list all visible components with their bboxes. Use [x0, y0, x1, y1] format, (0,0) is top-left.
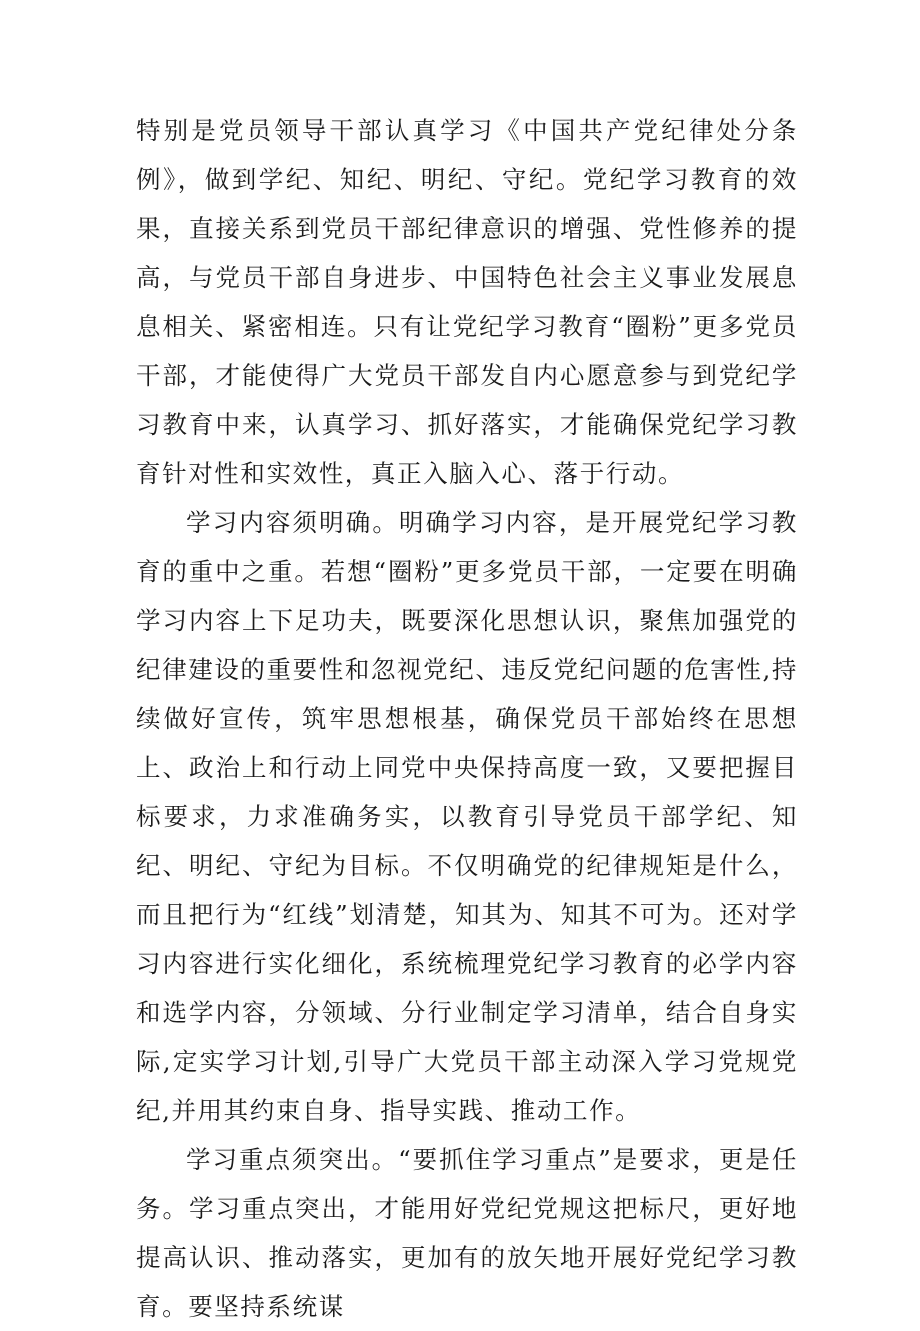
- document-body: [136, 106, 798, 1331]
- paragraph-learning-content: 学习内容须明确。明确学习内容，是开展党纪学习教育的重中之重。若想“圈粉”更多党员干部，一定要在明确学习内容上下足功夫，既要深化思想认识，聚焦加强党的纪律建设的重要性和忽视党纪、违反党纪问题的危害性,持续做好宣传，筑牢思想根基，确保党员干部始终在思想上、政治上和行动上同党中央保持高度一致，又要把握目标要求，力求准确务实，以教育引导党员干部学纪、知纪、明纪、守纪为目标。不仅明确党的纪律规矩是什么，而且把行为“红线”划清楚，知其为、知其不可为。还对学习内容进行实化细化，系统梳理党纪学习教育的必学内容和选学内容，分领域、分行业制定学习清单，结合自身实际,定实学习计划,引导广大党员干部主动深入学习党规党纪,并用其约束自身、指导实践、推动工作。: [136, 508, 798, 1125]
- paragraph-learning-focus: 学习重点须突出。“要抓住学习重点”是要求，更是任务。学习重点突出，才能用好党纪党规这把标尺，更好地提高认识、推动落实，更加有的放矢地开展好党纪学习教育。要坚持系统谋: [136, 1145, 798, 1321]
- paragraph-continuation: 特别是党员领导干部认真学习《中国共产党纪律处分条例》，做到学纪、知纪、明纪、守纪。党纪学习教育的效果，直接关系到党员干部纪律意识的增强、党性修养的提高，与党员干部自身进步、中国特色社会主义事业发展息息相关、紧密相连。只有让党纪学习教育“圈粉”更多党员干部，才能使得广大党员干部发自内心愿意参与到党纪学习教育中来，认真学习、抓好落实，才能确保党纪学习教育针对性和实效性，真正入脑入心、落于行动。: [136, 116, 798, 488]
